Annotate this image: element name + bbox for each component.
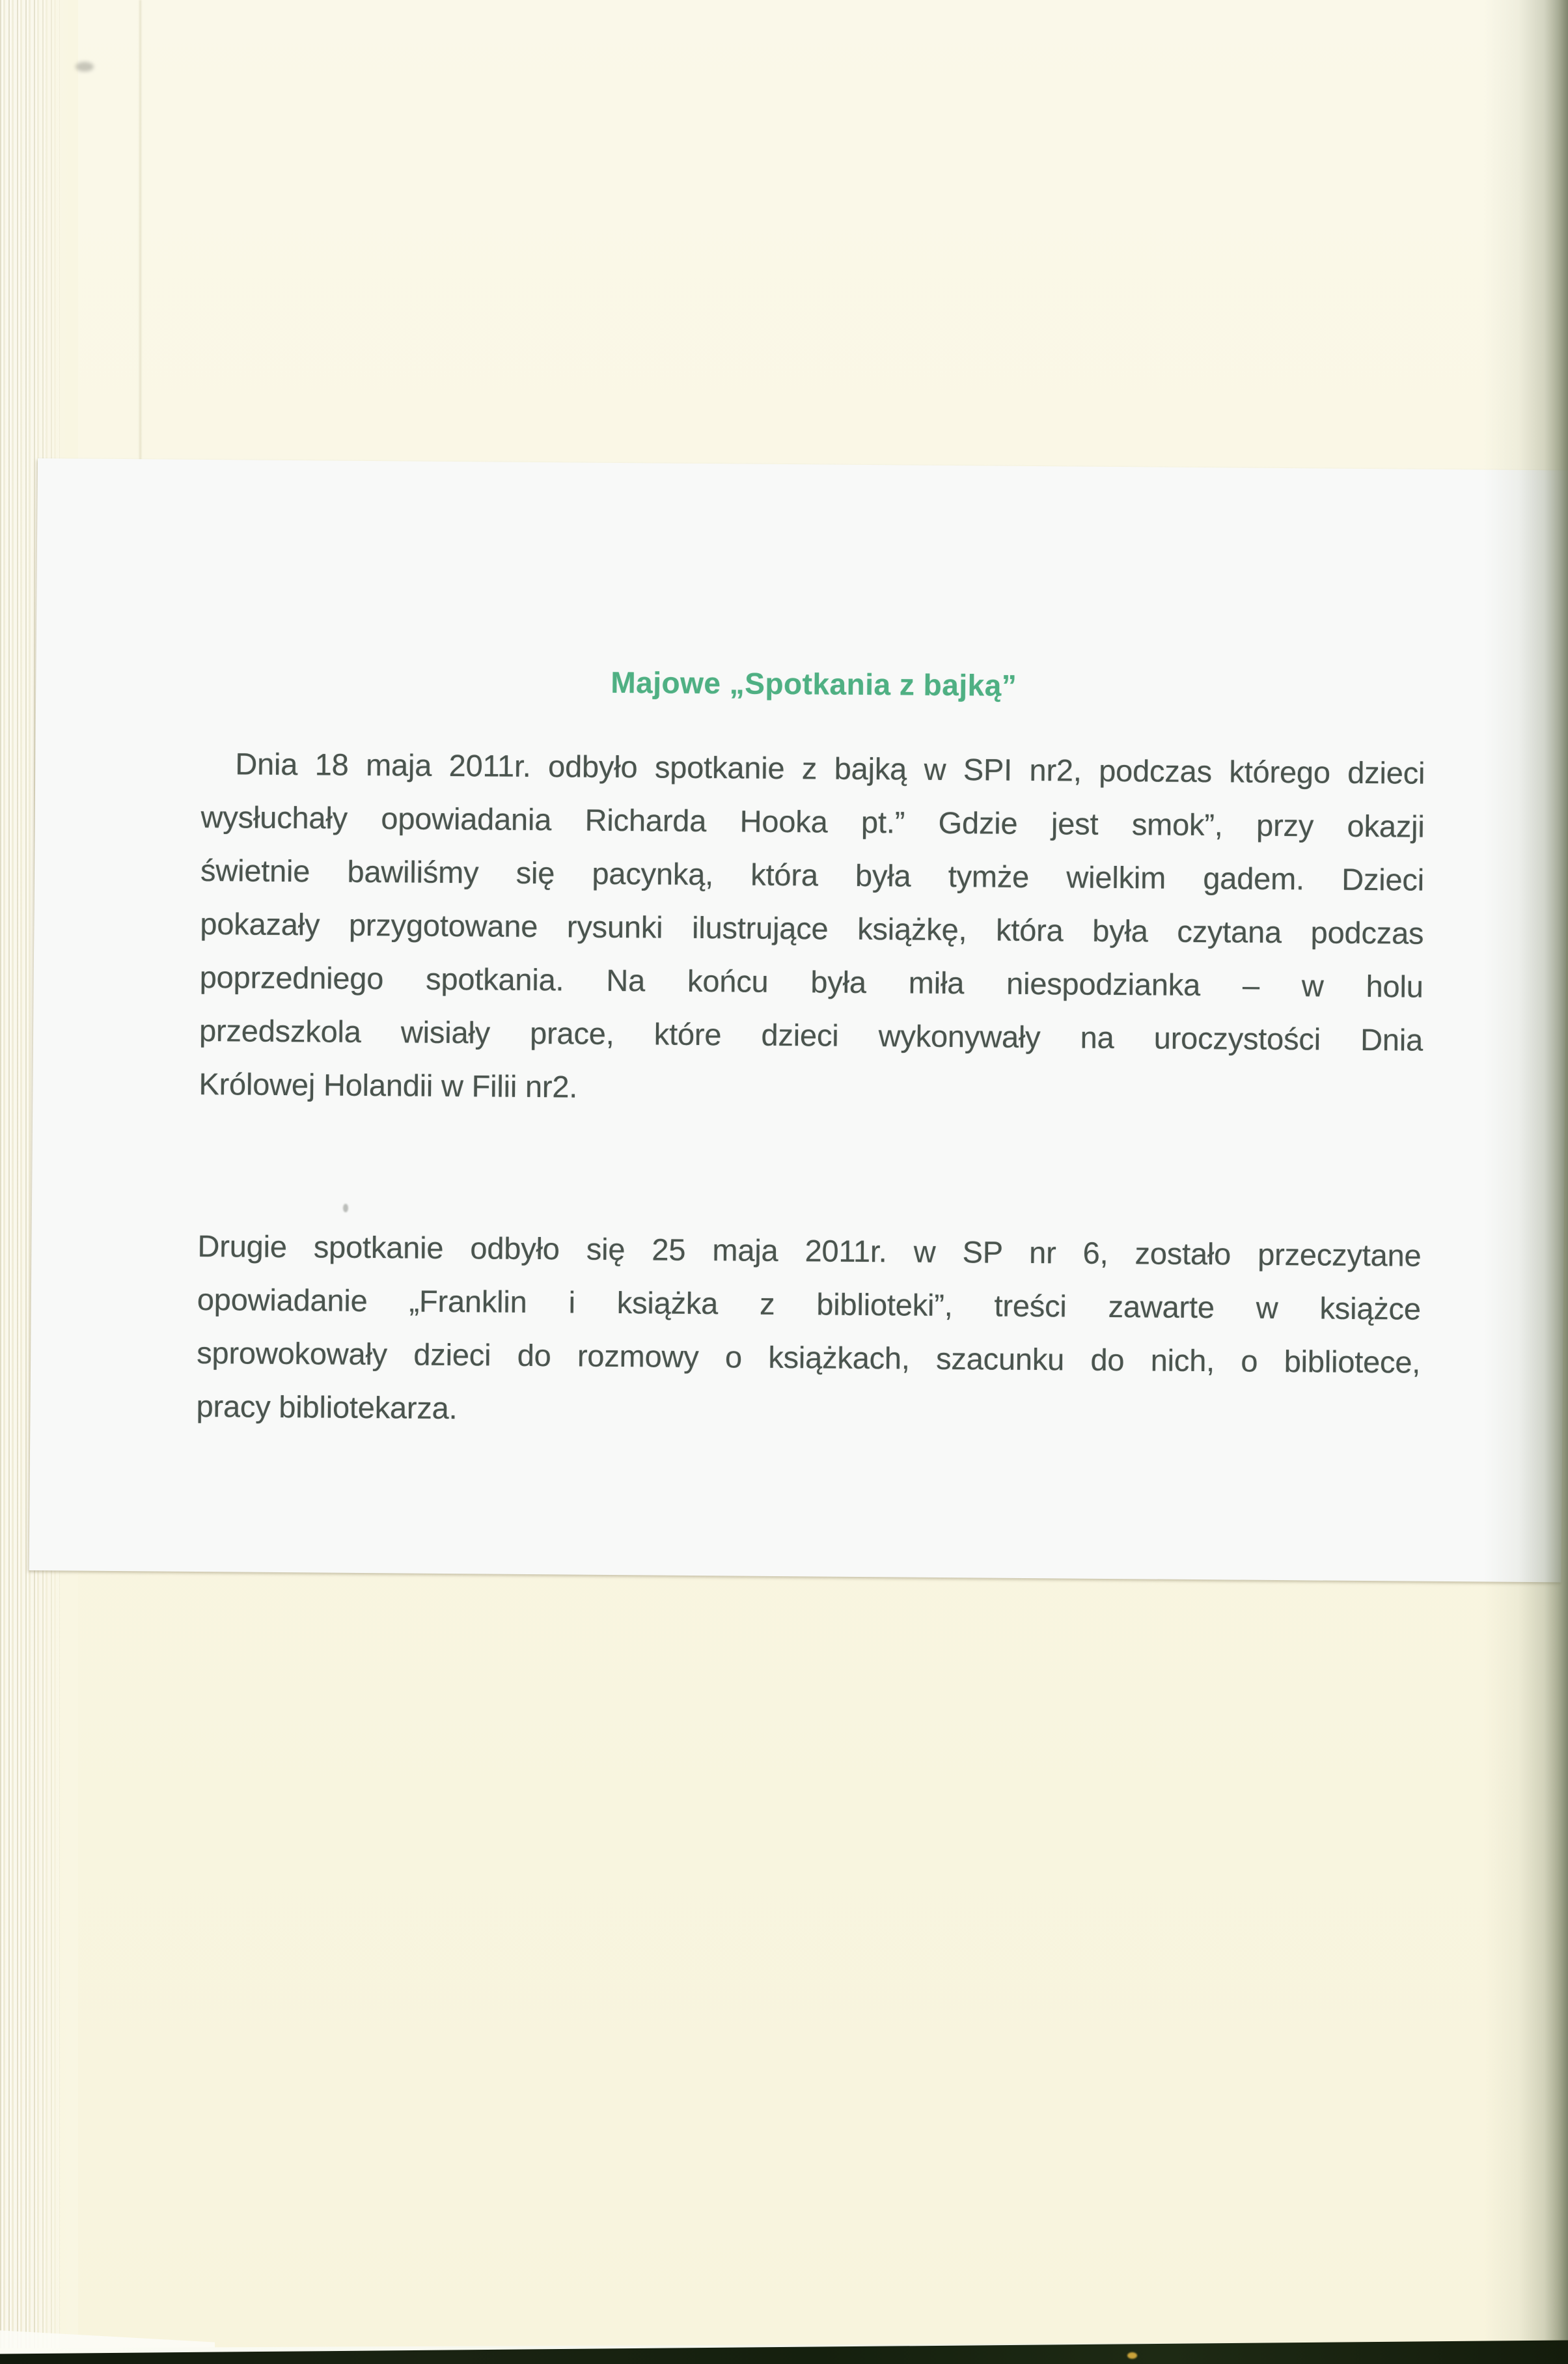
document-title: Majowe „Spotkania z bajką” [611, 665, 1017, 702]
text-line: wysłuchały opowiadania Richarda Hooka pt.” Gdzie jest smok”, przy okazji [200, 799, 1425, 844]
text-line: poprzedniego spotkania. Na końcu była miła niespodzianka – w holu [199, 959, 1424, 1004]
text-line: pracy bibliotekarza. [196, 1388, 458, 1426]
text-line: świetnie bawiliśmy się pacynką, która była tymże wielkim gadem. Dzieci [200, 852, 1425, 897]
text-line: Dnia 18 maja 2011r. odbyło spotkanie z bajką w SPI nr2, podczas którego dzieci [235, 746, 1425, 790]
text-line: sprowokowały dzieci do rozmowy o książkach, szacunku do nich, o bibliotece, [197, 1335, 1421, 1380]
document-sheet [29, 458, 1568, 1582]
paragraph-2 [196, 1219, 1422, 1443]
text-line: Królowej Holandii w Filii nr2. [199, 1066, 578, 1104]
book-gutter-shadow [1483, 0, 1568, 2364]
document-content [29, 458, 1568, 1582]
text-line: pokazały przygotowane rysunki ilustrujące książkę, która była czytana podczas [200, 906, 1424, 951]
yellow-speck [1127, 2352, 1137, 2359]
book-cover-bottom-edge [0, 2340, 1568, 2364]
scan-smudge [76, 62, 94, 72]
text-line: opowiadanie „Franklin i książka z biblioteki”, treści zawarte w książce [197, 1281, 1422, 1326]
scan-speck [343, 1204, 348, 1212]
paragraph-1 [199, 737, 1425, 1120]
underlying-page-edge-line [139, 0, 141, 465]
text-line: przedszkola wisiały prace, które dzieci wykonywały na uroczystości Dnia [199, 1012, 1424, 1057]
text-line: Drugie spotkanie odbyło się 25 maja 2011r. w SP nr 6, zostało przeczytane [197, 1228, 1422, 1273]
